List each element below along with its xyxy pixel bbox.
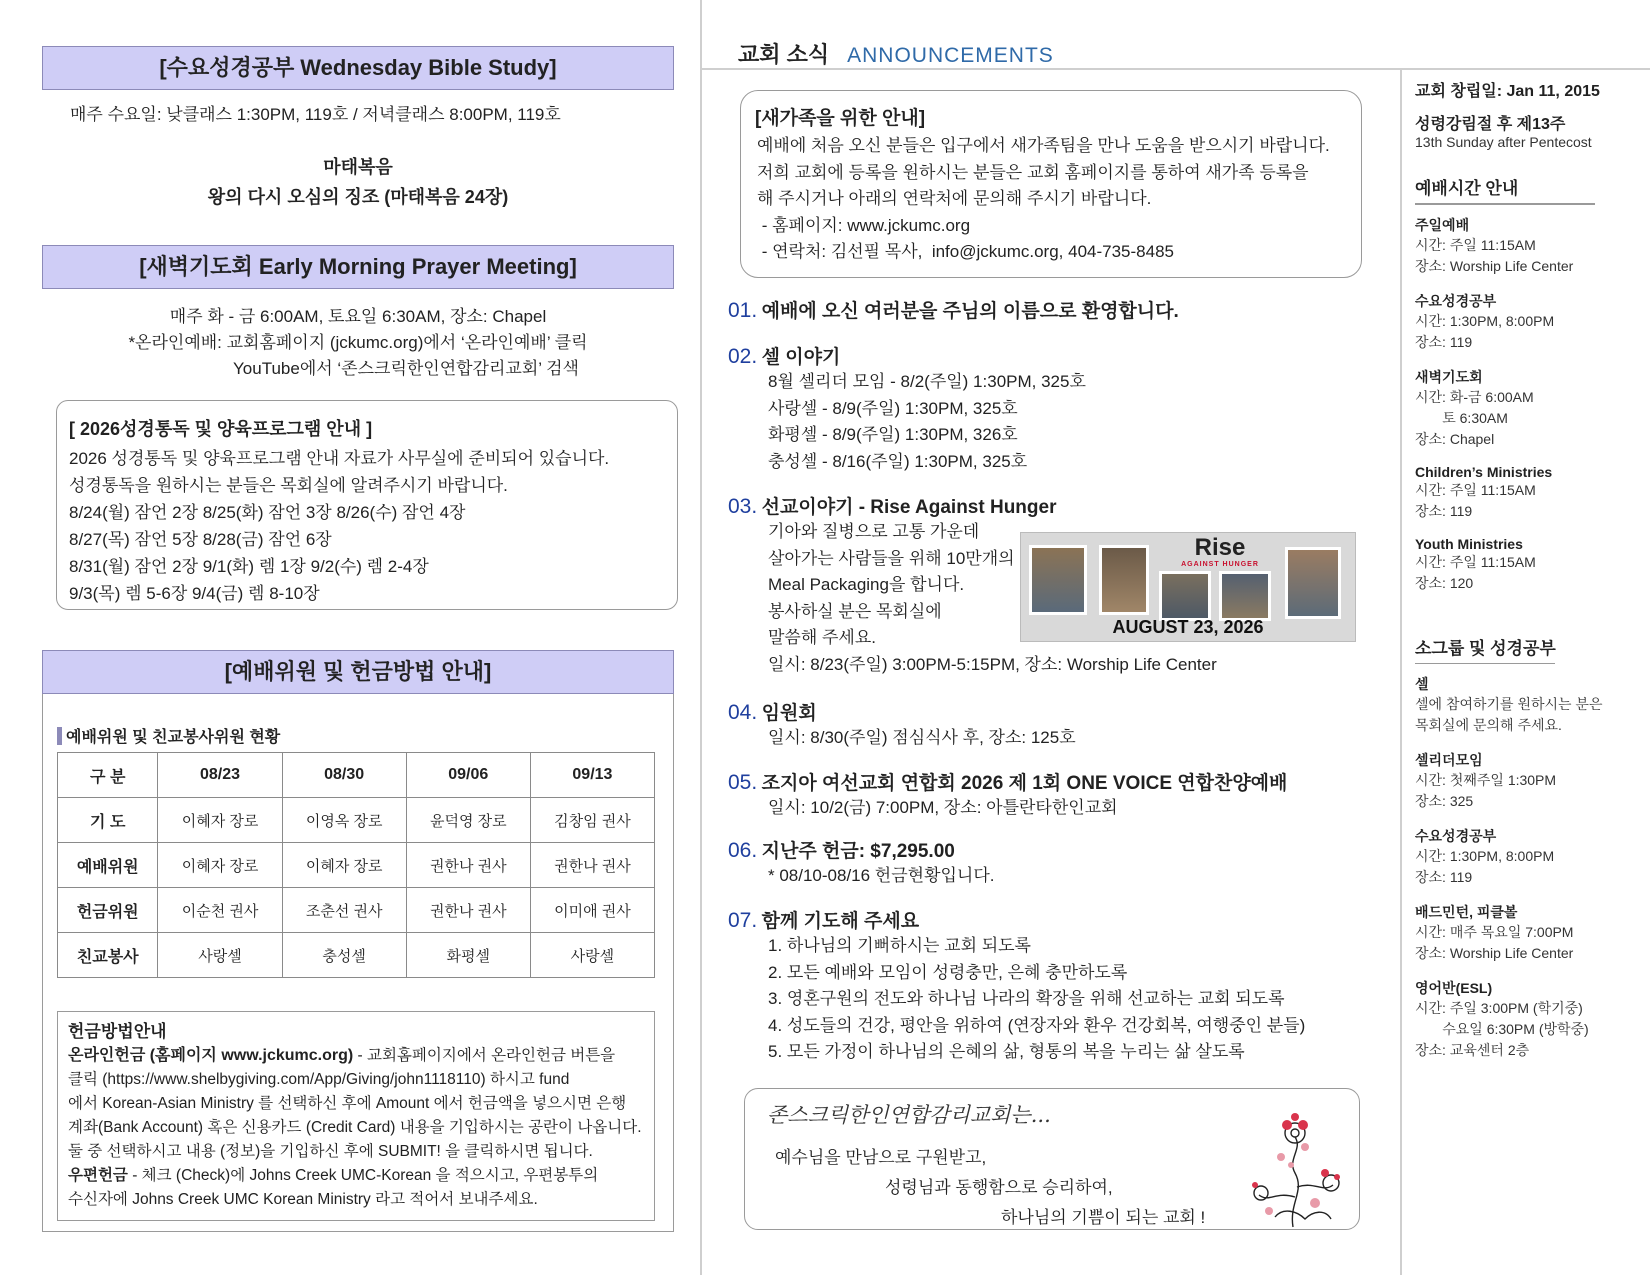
entry-line: 장소: Worship Life Center [1415,945,1574,961]
photo [1102,548,1146,612]
bible-reading-box [56,400,678,610]
newcomer-line: 예배에 처음 오신 분들은 입구에서 새가족팀을 만나 도움을 받으시기 바랍니다. [757,136,1330,155]
column-header: 08/23 [158,753,282,798]
entry-line: 시간: 주일 11:15AM [1415,553,1536,570]
bible-reading-line: 8/27(목) 잠언 5장 8/28(금) 잠언 6장 [69,530,332,549]
column-header: 09/06 [406,753,530,798]
photo-frame [1029,545,1087,615]
item-line: 5. 모든 가정이 하나님의 은혜의 삶, 형통의 복을 누리는 삶 살도록 [768,1042,1245,1061]
photo [1032,548,1084,612]
entry-line: 목회실에 문의해 주세요. [1415,717,1562,733]
announcement-item-05 [728,768,1287,822]
announcement-item-04 [728,698,1076,752]
entry-line: 장소: 119 [1415,333,1473,350]
newcomer-line: 해 주시거나 아래의 연락처에 문의해 주시기 바랍니다. [757,189,1152,208]
rise-against-hunger-image [1020,532,1356,642]
entry-name: 셀리더모임 [1415,752,1483,768]
sidebar [1415,78,1641,1075]
wednesday-topic: 왕의 다시 오심의 징조 (마태복음 24장) [207,187,509,207]
item-line: 충성셀 - 8/16(주일) 1:30PM, 325호 [768,451,1028,471]
entry-name: 배드민턴, 피클볼 [1415,904,1518,920]
item-lines [768,725,1076,752]
item-title: 임원회 [761,703,817,724]
offering-online-label: 온라인헌금 (홈페이지 www.jckumc.org) [68,1047,354,1064]
row-label: 친교봉사 [58,933,158,978]
table-row [58,843,655,888]
row-label: 헌금위원 [58,888,158,933]
announcement-item-02 [728,342,1086,475]
table-cell: 조춘선 권사 [282,888,406,933]
entry-name: 새벽기도회 [1415,368,1483,385]
table-cell: 이미애 권사 [530,888,654,933]
item-line: * 08/10-08/16 헌금현황입니다. [768,866,995,885]
dawn-header: [새벽기도회 Early Morning Prayer Meeting] [42,245,674,289]
table-row [58,888,655,933]
item-line: 말씀해 주세요. [768,628,876,647]
worship-duty-subtitle-text: 예배위원 및 친교봉사위원 현황 [66,729,281,746]
entry-line: 시간: 주일 3:00PM (학기중) [1415,1000,1583,1016]
entry-name: 셀 [1415,676,1429,692]
announcement-item-07 [728,906,1305,1066]
table-cell: 화평셀 [406,933,530,978]
announcement-item-01 [728,296,1179,323]
item-lines [768,863,994,890]
table-cell: 이순천 권사 [158,888,282,933]
item-line: 2. 모든 예배와 모임이 성령충만, 은혜 충만하도록 [768,962,1128,982]
announcements-rule [702,68,1650,70]
sidebar-divider [1400,70,1402,1275]
entry-line: 셀에 참여하기를 원하시는 분은 [1415,696,1603,712]
announcements-title-kr: 교회 소식 [738,42,830,67]
offering-line: 계좌(Bank Account) 혹은 신용카드 (Credit Card) 내용을 기입하시는 공란이 나옵니다. [68,1119,642,1136]
item-title: 선교이야기 - Rise Against Hunger [761,497,1057,518]
table-cell: 사랑셀 [158,933,282,978]
item-line: Meal Packaging을 합니다. [768,575,965,594]
newcomer-title: [새가족을 위한 안내] [755,108,926,129]
item-lines [768,795,1287,822]
table-cell: 이혜자 장로 [158,843,282,888]
entry-line: 장소: 119 [1415,869,1473,885]
offering-line: 둘 중 선택하시고 내용 (정보)을 기입하신 후에 SUBMIT! 을 클릭하시면 됩니다. [68,1143,593,1160]
item-line: 기아와 질병으로 고통 가운데 [768,522,980,541]
heading-rule [1415,203,1595,205]
newcomer-line: - 연락처: 김선필 목사, info@jckumc.org, 404-735-8485 [757,242,1174,261]
entry-line: 시간: 1:30PM, 8:00PM [1415,848,1555,864]
table-header-row [58,753,655,798]
dawn-line-3: YouTube에서 ‘존스크릭한인연합감리교회’ 검색 [233,359,579,378]
wednesday-schedule: 매주 수요일: 낮클래스 1:30PM, 119호 / 저녁클래스 8:00PM, 119호 [70,105,561,124]
dawn-line-1: 매주 화 - 금 6:00AM, 토요일 6:30AM, 장소: Chapel [169,307,547,326]
item-lines [768,933,1305,1066]
entry-line: 시간: 첫째주일 1:30PM [1415,772,1557,788]
item-number: 01. [728,299,758,322]
photo-frame [1159,571,1211,621]
column-header: 09/13 [530,753,654,798]
entry-line: 장소: Worship Life Center [1415,257,1574,274]
bible-reading-line: 성경통독을 원하시는 분들은 목회실에 알려주시기 바랍니다. [69,476,508,495]
page-divider [700,0,702,1275]
item-number: 07. [728,909,758,932]
photo [1288,550,1338,616]
heading-rule [1415,663,1555,665]
item-number: 05. [728,771,758,794]
entry-line: 시간: 1:30PM, 8:00PM [1415,312,1555,329]
photo [1162,574,1208,618]
item-title: 예배에 오신 여러분을 주님의 이름으로 환영합니다. [761,301,1179,322]
item-line: 1. 하나님의 기뻐하시는 교회 되도록 [768,936,1031,955]
flower-ornament [1245,1107,1345,1229]
entry-name: Youth Ministries [1415,535,1523,552]
entry-name: 주일예배 [1415,216,1470,233]
group-entry [1415,902,1641,964]
entry-line: 시간: 화-금 6:00AM [1415,388,1534,405]
worship-entry [1415,536,1641,594]
table-cell: 윤덕영 장로 [406,798,530,843]
item-line: 일시: 8/23(주일) 3:00PM-5:15PM, 장소: Worship Life Center [768,654,1217,674]
offering-mail-line: 수신자에 Johns Creek UMC Korean Ministry 라고 적어서 보내주세요. [68,1191,538,1208]
item-line: 봉사하실 분은 목회실에 [768,601,942,621]
announcements-title-en: ANNOUNCEMENTS [847,44,1054,67]
bible-reading-line: 2026 성경통독 및 양육프로그램 안내 자료가 사무실에 준비되어 있습니다. [69,449,610,468]
table-cell: 충성셀 [282,933,406,978]
small-groups-heading: 소그룹 및 성경공부 [1415,638,1556,658]
group-entry [1415,978,1641,1061]
founded-date: 교회 창립일: Jan 11, 2015 [1415,83,1600,100]
bible-reading-title: [ 2026성경통독 및 양육프로그램 안내 ] [69,419,373,439]
column-header: 08/30 [282,753,406,798]
table-cell: 사랑셀 [530,933,654,978]
subtitle-marker [57,727,62,745]
entry-line: 장소: 325 [1415,793,1474,809]
table-cell: 이혜자 장로 [158,798,282,843]
bible-reading-line: 8/24(월) 잠언 2장 8/25(화) 잠언 3장 8/26(수) 잠언 4장 [69,503,466,522]
item-title: 함께 기도해 주세요 [761,911,920,932]
item-line: 사랑셀 - 8/9(주일) 1:30PM, 325호 [768,398,1018,418]
offering-online [68,1044,644,1068]
rise-logo-text: Rise [1194,534,1246,561]
motto-line-3: 하나님의 기쁨이 되는 교회 ! [1001,1208,1206,1227]
item-number: 02. [728,345,758,368]
announcement-item-06 [728,836,994,890]
dawn-line-2: *온라인예배: 교회홈페이지 (jckumc.org)에서 ‘온라인예배’ 클릭 [128,333,588,352]
offering-mail-text: - 체크 (Check)에 Johns Creek UMC-Korean 을 적으시고, 우편봉투의 [127,1167,599,1184]
newcomer-line: - 홈페이지: www.jckumc.org [757,215,971,235]
entry-line: 시간: 주일 11:15AM [1415,481,1536,498]
entry-line: 장소: 120 [1415,574,1474,591]
photo [1222,574,1268,618]
rise-logo-sub: AGAINST HUNGER [1181,561,1259,568]
photo-frame [1219,571,1271,621]
motto-script: 존스크릭한인연합감리교회는... [767,1103,1051,1127]
entry-line: 장소: 119 [1415,502,1473,519]
announcements-title [738,38,1054,69]
motto-line-2: 성령님과 동행함으로 승리하여, [885,1178,1113,1197]
table-cell: 김창임 권사 [530,798,654,843]
item-number: 03. [728,495,758,518]
entry-name: 수요성경공부 [1415,828,1497,844]
offering-box [57,1011,655,1221]
worship-duty-header: [예배위원 및 헌금방법 안내] [42,650,674,694]
worship-entry [1415,464,1641,522]
table-cell: 권한나 권사 [530,843,654,888]
photo-frame [1285,547,1341,619]
bible-reading-lines [69,445,609,607]
group-entry [1415,750,1641,812]
row-label: 예배위원 [58,843,158,888]
liturgical-sunday-kr: 성령강림절 후 제13주 [1415,116,1566,133]
item-line: 일시: 10/2(금) 7:00PM, 장소: 아틀란타한인교회 [768,798,1118,817]
worship-duty-table [57,752,655,978]
liturgical-sunday-en: 13th Sunday after Pentecost [1415,134,1592,150]
worship-times-heading: 예배시간 안내 [1415,179,1519,198]
entry-name: 영어반(ESL) [1415,980,1493,996]
table-cell: 권한나 권사 [406,843,530,888]
offering-online-text: - 교회홈페이지에서 온라인헌금 버튼을 [353,1047,616,1064]
rise-date: AUGUST 23, 2026 [1112,617,1264,637]
group-entry [1415,826,1641,888]
item-line: 화평셀 - 8/9(주일) 1:30PM, 326호 [768,425,1018,444]
item-lines [768,369,1086,475]
column-header: 구 분 [58,753,158,798]
wednesday-book: 마태복음 [323,157,393,177]
offering-line: 에서 Korean-Asian Ministry 를 선택하신 후에 Amount 에서 헌금액을 넣으시면 은행 [68,1095,627,1112]
table-cell: 이영옥 장로 [282,798,406,843]
entry-line: 장소: Chapel [1415,430,1495,447]
group-entry [1415,674,1641,736]
offering-mail-label: 우편헌금 [68,1167,128,1184]
item-title: 조지아 여선교회 연합회 2026 제 1회 ONE VOICE 연합찬양예배 [761,773,1288,794]
wednesday-header: [수요성경공부 Wednesday Bible Study] [42,46,674,90]
bible-reading-line: 8/31(월) 잠언 2장 9/1(화) 렘 1장 9/2(수) 렘 2-4장 [69,557,429,576]
offering-line: 클릭 (https://www.shelbygiving.com/App/Giving/john1118110) 하시고 fund [68,1071,570,1088]
entry-line: 시간: 매주 목요일 7:00PM [1415,924,1574,940]
newcomer-lines [757,133,1330,266]
entry-line: 수요일 6:30PM (방학중) [1415,1021,1589,1037]
entry-name: Children’s Ministries [1415,463,1553,480]
offering-title: 헌금방법안내 [68,1022,167,1041]
item-line: 3. 영혼구원의 전도와 하나님 나라의 확장을 위해 선교하는 교회 되도록 [768,989,1285,1008]
offering-mail [68,1164,644,1188]
motto-box [744,1088,1360,1230]
item-title: 셀 이야기 [761,347,841,368]
worship-entry [1415,291,1641,353]
newcomer-box [740,90,1362,278]
entry-line: 시간: 주일 11:15AM [1415,236,1536,253]
table-cell: 이혜자 장로 [282,843,406,888]
row-label: 기 도 [58,798,158,843]
entry-line: 장소: 교육센터 2층 [1415,1042,1530,1058]
table-row [58,933,655,978]
bible-reading-line: 9/3(목) 렘 5-6장 9/4(금) 렘 8-10장 [69,584,320,603]
item-line: 살아가는 사람들을 위해 10만개의 [768,548,1015,568]
table-cell: 권한나 권사 [406,888,530,933]
worship-duty-subtitle [57,724,280,747]
item-line: 4. 성도들의 건강, 평안을 위하여 (연장자와 환우 건강회복, 여행중인 분들) [768,1015,1306,1035]
table-row [58,798,655,843]
worship-entry [1415,367,1641,450]
worship-entry [1415,215,1641,277]
item-line: 일시: 8/30(주일) 점심식사 후, 장소: 125호 [768,728,1076,747]
motto-line-1: 예수님을 만남으로 구원받고, [775,1148,987,1167]
item-number: 06. [728,839,758,862]
item-line: 8월 셀리더 모임 - 8/2(주일) 1:30PM, 325호 [768,372,1086,391]
photo-frame [1099,545,1149,615]
item-title: 지난주 헌금: $7,295.00 [761,841,955,862]
entry-line: 토 6:30AM [1415,409,1508,426]
item-number: 04. [728,701,758,724]
newcomer-line: 저희 교회에 등록을 원하시는 분들은 교회 홈페이지를 통하여 새가족 등록을 [757,162,1309,182]
rise-logo [1155,535,1285,568]
entry-name: 수요성경공부 [1415,292,1497,309]
